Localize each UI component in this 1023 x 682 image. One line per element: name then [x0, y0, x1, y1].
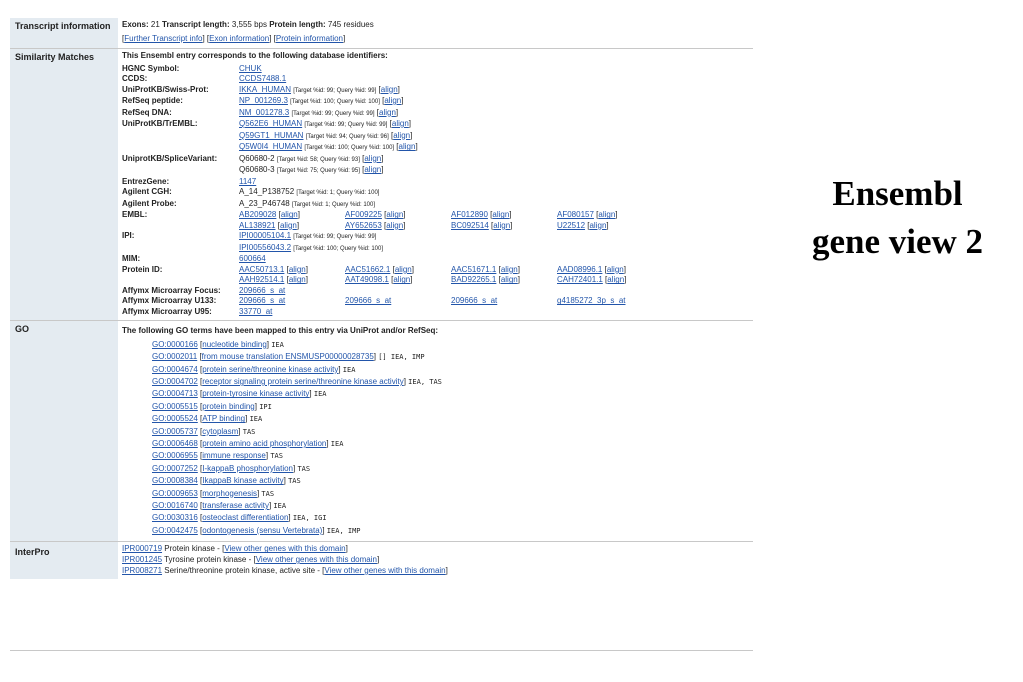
align-link[interactable]: align: [288, 275, 306, 285]
affy-u133-link[interactable]: 209666_s_at: [451, 296, 498, 306]
embl-link[interactable]: AL138921: [239, 220, 276, 230]
slide-title-line1: Ensembl: [832, 174, 963, 213]
align-link[interactable]: align: [500, 264, 518, 274]
go-term-row: GO:0006955 [immune response] TAS: [152, 451, 283, 461]
go-desc-link[interactable]: receptor signaling protein serine/threonine kinase activity: [202, 377, 404, 386]
go-desc-link[interactable]: I-kappaB phosphorylation: [202, 463, 293, 473]
affy-u133-link[interactable]: 209666_s_at: [345, 296, 392, 306]
go-term-link[interactable]: GO:0016740: [152, 501, 198, 511]
uniprot-link[interactable]: IKKA_HUMAN: [239, 84, 292, 94]
protein-length-value: 745 residues: [327, 20, 374, 29]
view-genes-link[interactable]: View other genes with this domain: [255, 555, 377, 565]
align-link[interactable]: align: [393, 275, 411, 285]
align-link[interactable]: align: [386, 210, 404, 220]
align-link[interactable]: align: [364, 153, 382, 163]
interpro-row: IPR001245 Tyrosine protein kinase - [View other genes with this domain]: [122, 555, 380, 565]
protein-id-link[interactable]: BAD92265.1: [451, 275, 497, 285]
view-genes-link[interactable]: View other genes with this domain: [324, 565, 446, 575]
align-link[interactable]: align: [398, 142, 416, 152]
align-link[interactable]: align: [280, 210, 298, 220]
embl-link[interactable]: AF009225: [345, 210, 382, 220]
slide-title-line2: gene view 2: [811, 222, 984, 261]
exons-value: 21: [150, 20, 160, 29]
align-link[interactable]: align: [288, 264, 306, 274]
length-value: 3,555 bps: [231, 20, 267, 29]
go-evidence: IEA: [330, 440, 344, 449]
mim-link[interactable]: 600664: [239, 254, 266, 264]
protein-id-link[interactable]: AAT49098.1: [345, 275, 389, 285]
protein-id-link[interactable]: AAC50713.1: [239, 264, 285, 274]
similarity-grid: HGNC Symbol: CHUK CCDS: CCDS7488.1 UniProtKB/Swiss-Prot: IKKA_HUMAN [Target %id: 99; Query %id: 99] [align] RefSeq peptide: NP_001269.3 [Target %id: 100; Query %id: 100] [align] RefSeq DNA: NM_001278.3 [Target %id: 99; Query %id: 99] [align] UniProtKB/TrEMBL: Q562E6_HUMAN [Target %id: 99; Query %id: 99] [align] Q59GT1_HUMAN [Target %id: 94; Query %id: 96] [align] Q5W0I4_HUMAN [Target %id: 100; Query %id: 100] [align] UniprotKB/SpliceVariant: Q60680-2 [Target %id: 58; Query %id: 93] [align] Q60680-3 [Target %id: 75; Query %id: 95] [align] EntrezGene: 1147 Agilent CGH: A_14_P138752 [Target %id: 1; Query %id: 100] Agilent Probe: A_23_P46748 [Target %id: 1; Query %id: 100] EMBL: AB209028 [align] AF009225 [align] AF012890 [align] AF080157 [align] AL138921 [align] AY652653 [align] BC092514 [align] U22512 [align] IPI: IPI00005104.1 [Target %id: 99; Query %id: 99] IPI00556043.2 [Target %id: 100; Query %id: 100] MIM: 600664 Protein ID: AAC50713.1 [align] AAC51662.1 [align] AAC51671.1 [align] AAD08996.1 [align] AAH92514.1 [align] AAT49098.1 [align] BAD92265.1 [align] CAH72401.1 [align] Affymx Microarray Focus: 209666_s_at Affymx Microarray U133: 209666_s_at 209666_s_at 209666_s_at g4185272_3p_s_at Affymx Microarray U95: 33770_at: [122, 63, 627, 316]
go-term-link[interactable]: GO:0005524: [152, 414, 198, 424]
go-term-row: GO:0004702 [receptor signaling protein serine/threonine kinase activity] IEA, TAS: [152, 377, 442, 386]
embl-link[interactable]: U22512: [557, 220, 586, 230]
go-evidence: IEA: [249, 415, 263, 424]
align-link[interactable]: align: [500, 275, 518, 285]
go-evidence: TAS: [261, 489, 275, 498]
go-term-row: GO:0005737 [cytoplasm] TAS: [152, 426, 256, 436]
go-term-link[interactable]: GO:0002011: [152, 352, 198, 362]
go-desc-link[interactable]: osteoclast differentiation: [202, 513, 289, 523]
go-label: GO: [10, 321, 118, 541]
interpro-row: IPR000719 Protein kinase - [View other genes with this domain]: [122, 544, 348, 554]
go-term-row: GO:0005515 [protein binding] IPI: [152, 401, 272, 411]
exon-info-link[interactable]: Exon information: [209, 33, 270, 43]
embl-link[interactable]: BC092514: [451, 220, 489, 230]
go-term-link[interactable]: GO:0004702: [152, 377, 198, 386]
further-transcript-link[interactable]: Further Transcript info: [124, 33, 203, 43]
align-link[interactable]: align: [380, 84, 398, 94]
go-term-link[interactable]: GO:0005737: [152, 426, 198, 436]
go-term-link[interactable]: GO:0042475: [152, 525, 198, 535]
go-term-row: GO:0009653 [morphogenesis] TAS: [152, 488, 275, 498]
interpro-link[interactable]: IPR008271: [122, 565, 163, 575]
go-section: [10, 320, 753, 541]
affy-u133-link[interactable]: 209666_s_at: [239, 296, 286, 306]
go-desc-link[interactable]: protein binding: [202, 401, 255, 411]
entrez-link[interactable]: 1147: [239, 176, 257, 186]
go-desc-link[interactable]: immune response: [202, 451, 266, 461]
go-desc-link[interactable]: IkappaB kinase activity: [202, 476, 284, 486]
go-term-row: GO:0004713 [protein-tyrosine kinase activity] IEA: [152, 389, 327, 399]
protein-length-label: Protein length:: [269, 20, 326, 29]
align-link[interactable]: align: [384, 96, 402, 105]
go-evidence: IEA: [271, 340, 284, 349]
go-desc-link[interactable]: protein amino acid phosphorylation: [202, 439, 327, 449]
go-term-row: GO:0000166 [nucleotide binding] IEA: [152, 339, 284, 349]
trembl-link[interactable]: Q562E6_HUMAN: [239, 119, 303, 128]
length-label: Transcript length:: [162, 20, 230, 29]
go-desc-link[interactable]: cytoplasm: [202, 426, 239, 436]
go-term-link[interactable]: GO:0004713: [152, 389, 198, 399]
go-term-link[interactable]: GO:0006468: [152, 439, 198, 449]
go-term-row: GO:0016740 [transferase activity] IEA: [152, 501, 287, 511]
hgnc-link[interactable]: CHUK: [239, 63, 262, 73]
go-evidence: IEA: [313, 390, 327, 399]
ensembl-gene-view: [10, 18, 753, 579]
align-link[interactable]: align: [589, 220, 607, 230]
interpro-link[interactable]: IPR001245: [122, 555, 163, 565]
affy-u133-link[interactable]: g4185272_3p_s_at: [557, 296, 626, 306]
align-link[interactable]: align: [386, 220, 404, 230]
protein-id-link[interactable]: AAD08996.1: [557, 264, 603, 274]
trembl-link[interactable]: Q5W0I4_HUMAN: [239, 142, 303, 152]
ipi-link[interactable]: IPI00556043.2: [239, 242, 292, 252]
go-term-row: GO:0007252 [I-kappaB phosphorylation] TAS: [152, 463, 311, 473]
go-desc-link[interactable]: from mouse translation ENSMUSP00000028735: [201, 352, 374, 362]
go-term-link[interactable]: GO:0007252: [152, 463, 198, 473]
trembl-link[interactable]: Q59GT1_HUMAN: [239, 130, 304, 140]
ccds-link[interactable]: CCDS7488.1: [239, 74, 287, 83]
go-term-row: GO:0004674 [protein serine/threonine kinase activity] IEA: [152, 364, 356, 374]
align-link[interactable]: align: [379, 107, 396, 117]
similarity-header: This Ensembl entry corresponds to the following database identifiers:: [122, 51, 388, 60]
go-desc-link[interactable]: ATP binding: [202, 414, 246, 424]
go-term-list: [122, 339, 753, 538]
go-desc-link[interactable]: morphogenesis: [202, 488, 257, 498]
go-header: The following GO terms have been mapped to this entry via UniProt and/or RefSeq:: [122, 326, 439, 336]
go-evidence: IEA, IMP: [326, 526, 361, 535]
embl-link[interactable]: AF080157: [557, 210, 594, 220]
go-evidence: TAS: [288, 477, 301, 486]
go-term-row: GO:0030316 [osteoclast differentiation] IEA, IGI: [152, 513, 327, 523]
go-desc-link[interactable]: nucleotide binding: [202, 339, 267, 349]
protein-id-link[interactable]: AAC51671.1: [451, 264, 497, 274]
go-evidence: IEA, TAS: [408, 378, 442, 386]
align-link[interactable]: align: [391, 119, 409, 128]
go-evidence: IEA: [342, 365, 356, 374]
go-evidence: TAS: [297, 464, 311, 473]
align-link[interactable]: align: [606, 264, 624, 274]
go-term-row: GO:0002011 [from mouse translation ENSMUSP00000028735] [] IEA, IMP: [152, 352, 425, 362]
go-term-row: GO:0005524 [ATP binding] IEA: [152, 414, 263, 424]
protein-id-link[interactable]: AAH92514.1: [239, 275, 285, 285]
go-evidence: TAS: [270, 452, 283, 461]
view-genes-link[interactable]: View other genes with this domain: [224, 544, 346, 554]
embl-link[interactable]: AB209028: [239, 210, 277, 220]
go-term-link[interactable]: GO:0030316: [152, 513, 198, 523]
exons-label: Exons:: [122, 20, 149, 29]
go-desc-link[interactable]: odontogenesis (sensu Vertebrata): [202, 525, 323, 535]
interpro-link[interactable]: IPR000719: [122, 544, 163, 554]
go-term-link[interactable]: GO:0006955: [152, 451, 198, 461]
go-term-row: GO:0008384 [IkappaB kinase activity] TAS: [152, 476, 301, 486]
protein-id-link[interactable]: AAC51662.1: [345, 264, 391, 274]
go-desc-link[interactable]: protein serine/threonine kinase activity: [202, 364, 339, 374]
go-evidence: [] IEA, IMP: [378, 353, 425, 362]
align-link[interactable]: align: [493, 220, 511, 230]
interpro-row: IPR008271 Serine/threonine protein kinase, active site - [View other genes with this domain]: [122, 565, 448, 575]
protein-id-link[interactable]: CAH72401.1: [557, 275, 603, 285]
slide-title: [775, 170, 1020, 266]
align-link[interactable]: align: [393, 130, 411, 140]
protein-info-link[interactable]: Protein information: [275, 33, 344, 43]
align-link[interactable]: align: [394, 264, 412, 274]
similarity-section: [10, 48, 753, 320]
go-term-link[interactable]: GO:0000166: [152, 339, 198, 349]
affy-focus-link[interactable]: 209666_s_at: [239, 285, 286, 295]
align-link[interactable]: align: [492, 210, 510, 220]
align-link[interactable]: align: [279, 220, 297, 230]
go-term-link[interactable]: GO:0008384: [152, 476, 198, 486]
go-desc-link[interactable]: transferase activity: [202, 501, 269, 511]
embl-link[interactable]: AF012890: [451, 210, 488, 220]
refseq-peptide-link[interactable]: NP_001269.3: [239, 96, 288, 105]
go-term-row: GO:0006468 [protein amino acid phosphorylation] IEA: [152, 439, 344, 449]
go-term-link[interactable]: GO:0005515: [152, 401, 198, 411]
go-term-link[interactable]: GO:0009653: [152, 488, 198, 498]
interpro-label: InterPro: [10, 542, 118, 578]
go-evidence: IPI: [259, 402, 272, 411]
bottom-divider: [10, 650, 753, 651]
go-evidence: IEA, IGI: [292, 514, 327, 523]
transcript-section: Transcript information Exons: 21 Transcript length: 3,555 bps Protein length: 745 residues [Further Transcript info] [Exon information] [Protein information]: [10, 18, 753, 48]
affy-u95-link[interactable]: 33770_at: [239, 306, 273, 316]
go-term-link[interactable]: GO:0004674: [152, 364, 198, 374]
similarity-label: Similarity Matches: [10, 49, 118, 320]
align-link[interactable]: align: [607, 275, 625, 285]
go-evidence: TAS: [242, 427, 256, 436]
transcript-label: Transcript information: [10, 18, 118, 48]
go-term-row: GO:0042475 [odontogenesis (sensu Vertebrata)] IEA, IMP: [152, 525, 361, 535]
refseq-dna-link[interactable]: NM_001278.3: [239, 107, 290, 117]
ipi-link[interactable]: IPI00005104.1: [239, 231, 292, 241]
embl-link[interactable]: AY652653: [345, 220, 382, 230]
go-desc-link[interactable]: protein-tyrosine kinase activity: [202, 389, 310, 399]
interpro-section: [10, 541, 753, 578]
align-link[interactable]: align: [598, 210, 616, 220]
go-evidence: IEA: [273, 502, 287, 511]
align-link[interactable]: align: [364, 165, 382, 175]
